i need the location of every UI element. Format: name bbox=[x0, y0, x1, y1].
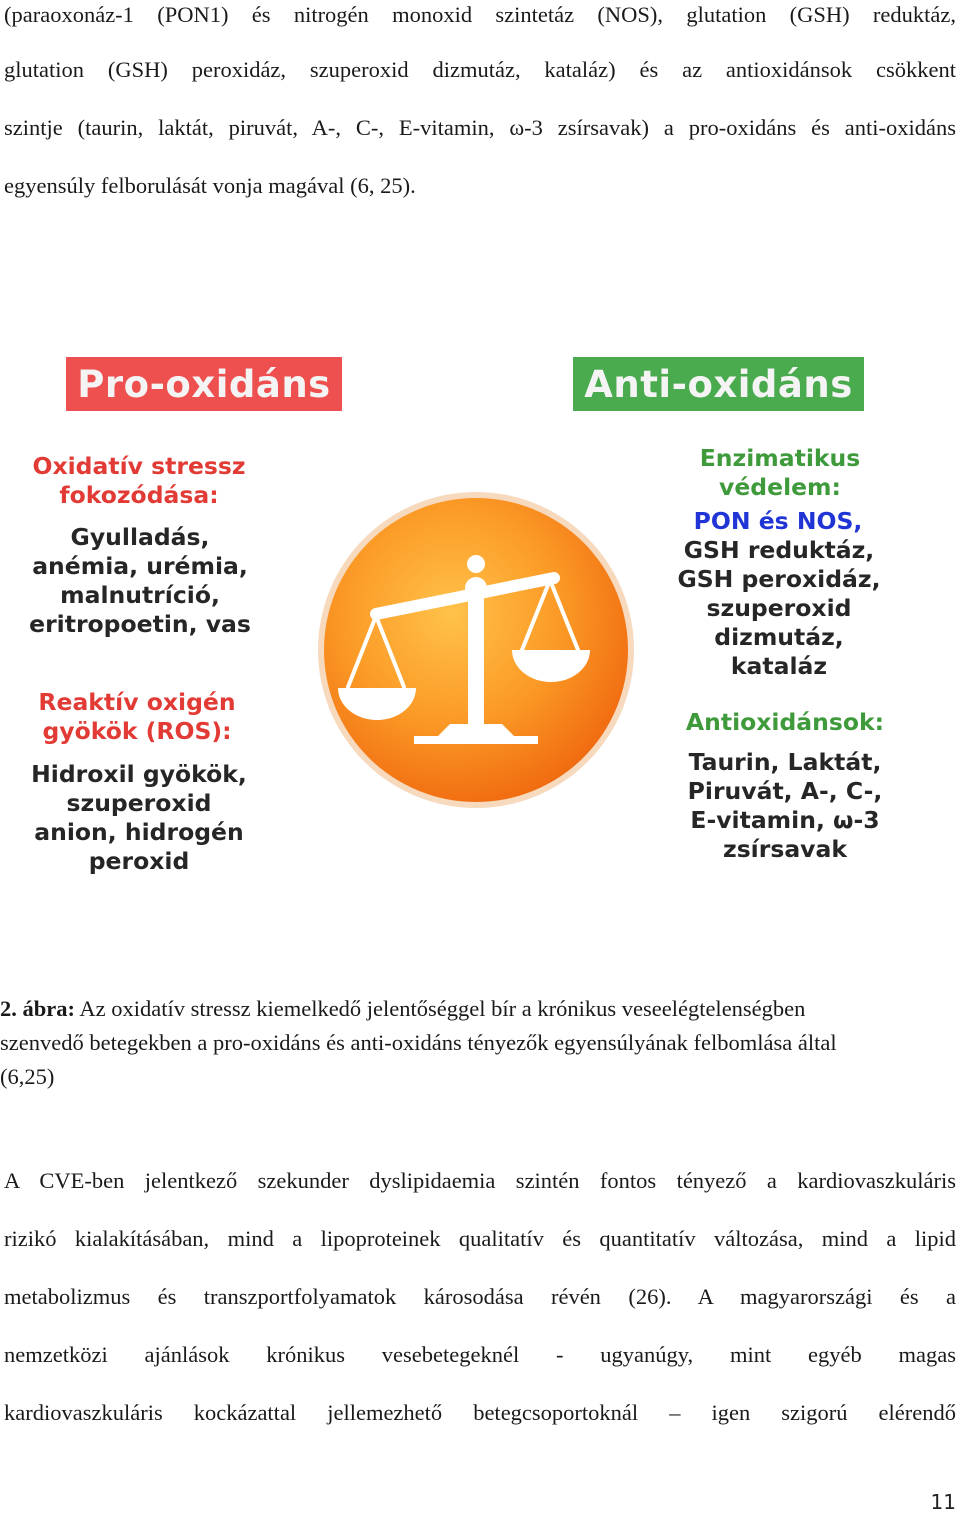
body-line: nemzetközi ajánlások krónikus vesebetegeknél - ugyanúgy, mint egyéb magas bbox=[4, 1342, 956, 1367]
caption-line bbox=[0, 992, 956, 1026]
text-line: dizmutáz, bbox=[714, 623, 844, 651]
caption-label: 2. ábra: bbox=[0, 996, 75, 1021]
text-line: anémia, urémia, bbox=[32, 552, 248, 580]
body-line: rizikó kialakításában, mind a lipoproteinek qualitatív és quantitatív változása, mind a lipid bbox=[4, 1226, 956, 1251]
text-line: kataláz bbox=[730, 652, 828, 680]
text-line: szuperoxid bbox=[66, 789, 212, 817]
text-line: védelem: bbox=[719, 473, 841, 501]
balance-scale-icon bbox=[318, 492, 634, 808]
text-line: GSH reduktáz, bbox=[683, 536, 875, 564]
anti-antioxidants-list bbox=[676, 748, 894, 864]
text-line: malnutríció, bbox=[60, 581, 220, 609]
intro-line: glutation (GSH) peroxidáz, szuperoxid dizmutáz, kataláz) és az antioxidánsok csökkent bbox=[4, 57, 956, 82]
text-line: Oxidatív stressz bbox=[32, 452, 246, 480]
text-line: Piruvát, A-, C-, bbox=[687, 777, 883, 805]
intro-line: szintje (taurin, laktát, piruvát, A-, C-, E-vitamin, ω-3 zsírsavak) a pro-oxidáns és anti-oxidáns bbox=[4, 115, 956, 140]
caption-text: Az oxidatív stressz kiemelkedő jelentőséggel bír a krónikus veseelégtelenségben bbox=[75, 996, 806, 1021]
pro-heading-ros bbox=[34, 688, 240, 746]
text-line: szuperoxid bbox=[706, 594, 852, 622]
text-line: E-vitamin, ω-3 bbox=[690, 806, 880, 834]
text-line: Reaktív oxigén bbox=[38, 688, 236, 716]
text-line: anion, hidrogén bbox=[34, 818, 244, 846]
text-line: peroxid bbox=[88, 847, 190, 875]
anti-heading-antioxidants: Antioxidánsok: bbox=[685, 708, 885, 736]
intro-line: (paraoxonáz-1 (PON1) és nitrogén monoxid szintetáz (NOS), glutation (GSH) reduktáz, bbox=[4, 2, 956, 27]
anti-enzymes-list bbox=[668, 536, 890, 681]
figure-balance bbox=[0, 340, 960, 900]
page-number: 11 bbox=[930, 1490, 956, 1514]
text-line: Gyulladás, bbox=[70, 523, 210, 551]
text-line: eritropoetin, vas bbox=[29, 610, 251, 638]
caption-line: (6,25) bbox=[0, 1064, 55, 1089]
text-line: Taurin, Laktát, bbox=[688, 748, 882, 776]
text-line: Enzimatikus bbox=[699, 444, 861, 472]
pro-oxidant-banner: Pro-oxidáns bbox=[66, 357, 342, 411]
text-line: zsírsavak bbox=[723, 835, 847, 863]
body-line: A CVE-ben jelentkező szekunder dyslipidaemia szintén fontos tényező a kardiovaszkuláris bbox=[4, 1168, 956, 1193]
text-line: gyökök (ROS): bbox=[42, 717, 232, 745]
text-line: fokozódása: bbox=[59, 481, 219, 509]
text-line: GSH peroxidáz, bbox=[677, 565, 881, 593]
anti-pon-nos: PON és NOS, bbox=[693, 507, 863, 535]
caption-line: szenvedő betegekben a pro-oxidáns és anti-oxidáns tényezők egyensúlyának felbomlása által bbox=[0, 1030, 837, 1055]
text-line: Hidroxil gyökök, bbox=[31, 760, 247, 788]
pro-ros-list bbox=[24, 760, 254, 876]
body-line: kardiovaszkuláris kockázattal jellemezhető betegcsoportoknál – igen szigorú elérendő bbox=[4, 1400, 956, 1425]
body-line: metabolizmus és transzportfolyamatok károsodása révén (26). A magyarországi és a bbox=[4, 1284, 956, 1309]
anti-heading-enzymatic bbox=[680, 444, 880, 502]
intro-line: egyensúly felborulását vonja magával (6, 25). bbox=[4, 173, 416, 198]
anti-oxidant-banner: Anti-oxidáns bbox=[573, 357, 864, 411]
pro-heading-oxidative-stress bbox=[30, 452, 248, 510]
pro-causes-list bbox=[22, 523, 258, 639]
